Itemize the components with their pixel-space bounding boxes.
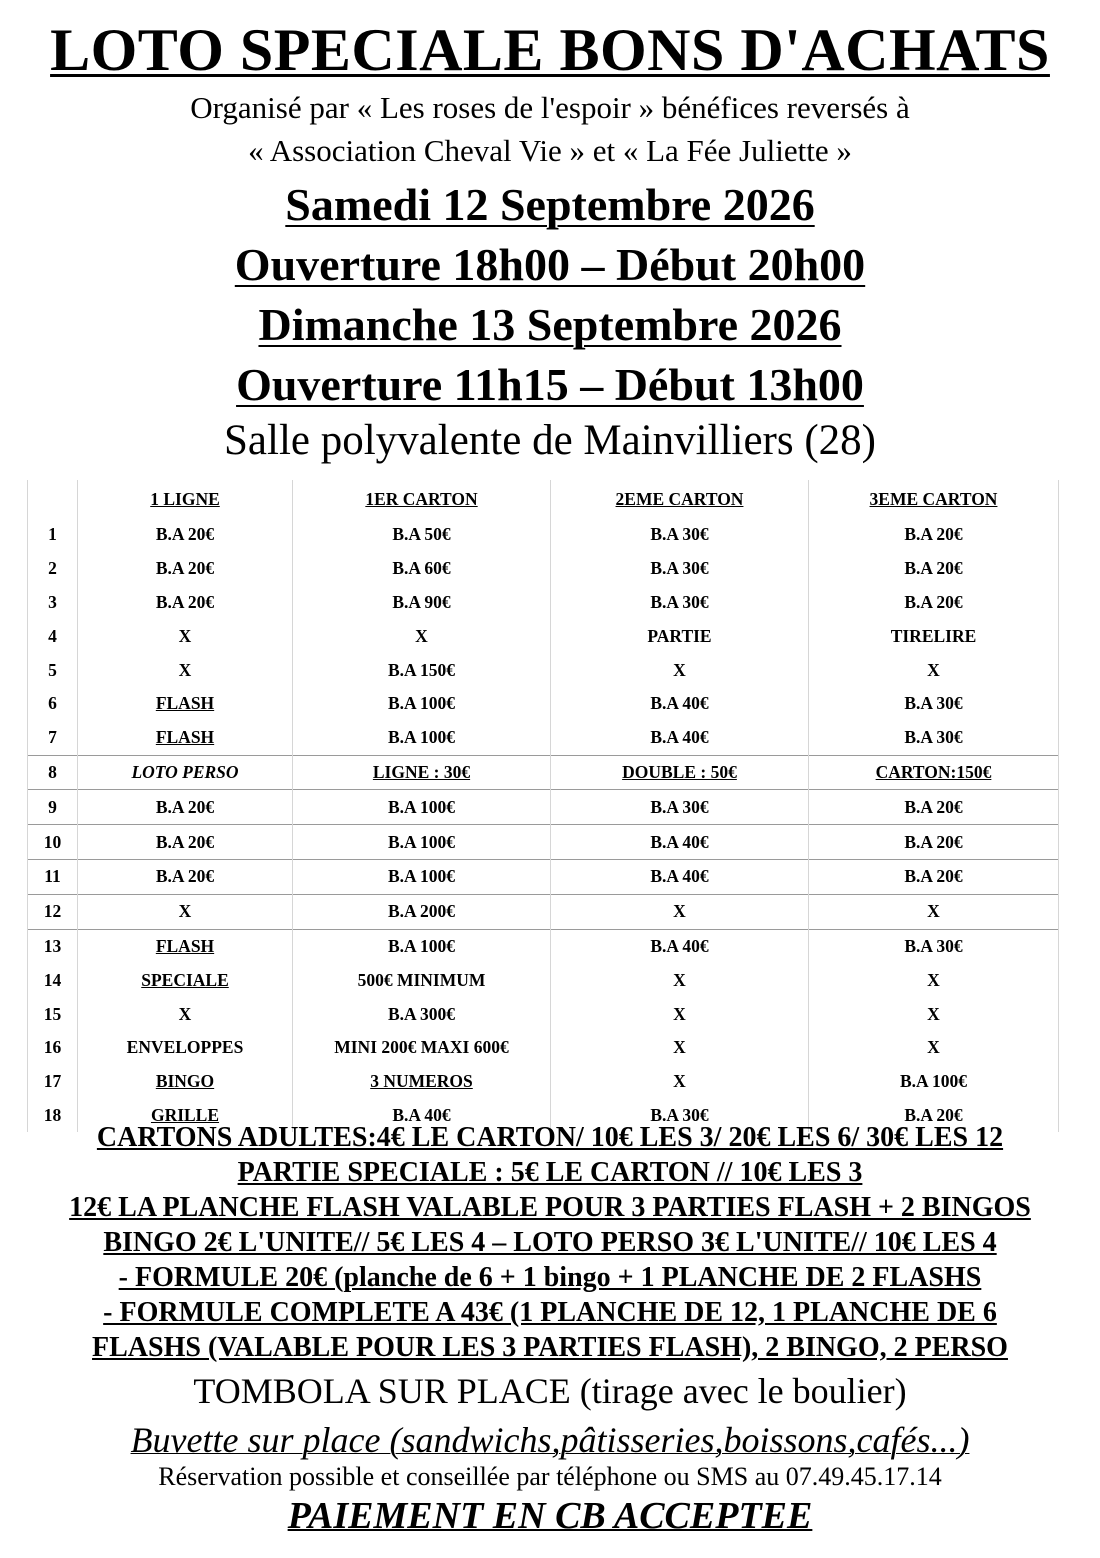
- table-cell: B.A 100€: [293, 687, 551, 721]
- table-cell: B.A 20€: [78, 518, 293, 552]
- table-cell: B.A 20€: [809, 790, 1059, 825]
- table-cell: B.A 40€: [551, 825, 809, 860]
- row-number: 10: [28, 825, 78, 860]
- table-cell: B.A 50€: [293, 518, 551, 552]
- table-cell: B.A 100€: [293, 929, 551, 963]
- pricing-line-7: FLASHS (VALABLE POUR LES 3 PARTIES FLASH), 2 BINGO, 2 PERSO: [92, 1332, 1008, 1363]
- row-number: 16: [28, 1031, 78, 1065]
- row-number: 9: [28, 790, 78, 825]
- table-row: [28, 721, 1059, 755]
- table-cell: B.A 40€: [551, 687, 809, 721]
- table-cell: B.A 30€: [809, 721, 1059, 755]
- table-cell: FLASH: [78, 721, 293, 755]
- table-cell: B.A 20€: [809, 1099, 1059, 1133]
- prize-table: [27, 480, 1059, 1132]
- table-cell: SPECIALE: [78, 963, 293, 997]
- table-cell: X: [809, 653, 1059, 687]
- pricing-line-1: CARTONS ADULTES:4€ LE CARTON/ 10€ LES 3/ 20€ LES 6/ 30€ LES 12: [96, 1122, 1004, 1153]
- table-cell: FLASH: [78, 687, 293, 721]
- table-cell: X: [809, 997, 1059, 1031]
- table-header-row: [28, 480, 1059, 518]
- table-cell: X: [551, 653, 809, 687]
- table-cell: 3 NUMEROS: [293, 1065, 551, 1099]
- table-cell: X: [809, 894, 1059, 929]
- table-cell: B.A 20€: [809, 552, 1059, 586]
- table-cell: B.A 30€: [551, 790, 809, 825]
- table-cell: B.A 150€: [293, 653, 551, 687]
- table-cell: B.A 20€: [809, 825, 1059, 860]
- venue: Salle polyvalente de Mainvilliers (28): [224, 417, 876, 464]
- table-cell: MINI 200€ MAXI 600€: [293, 1031, 551, 1065]
- table-cell: CARTON:150€: [809, 755, 1059, 790]
- row-number: 6: [28, 687, 78, 721]
- table-cell: ENVELOPPES: [78, 1031, 293, 1065]
- saturday-date: Samedi 12 Septembre 2026: [285, 179, 815, 230]
- header-2eme-carton: 2EME CARTON: [551, 480, 809, 518]
- table-cell: B.A 20€: [78, 586, 293, 620]
- table-cell: FLASH: [78, 929, 293, 963]
- table-cell: BINGO: [78, 1065, 293, 1099]
- table-cell: DOUBLE : 50€: [551, 755, 809, 790]
- table-cell: PARTIE: [551, 619, 809, 653]
- table-row: [28, 552, 1059, 586]
- table-cell: X: [78, 894, 293, 929]
- row-number: 8: [28, 755, 78, 790]
- table-row: [28, 653, 1059, 687]
- table-cell: B.A 40€: [551, 929, 809, 963]
- table-row: [28, 619, 1059, 653]
- table-cell: X: [551, 997, 809, 1031]
- table-row: [28, 825, 1059, 860]
- reservation-notice: Réservation possible et conseillée par téléphone ou SMS au 07.49.45.17.14: [158, 1462, 942, 1491]
- table-cell: B.A 100€: [293, 721, 551, 755]
- table-cell: B.A 20€: [78, 790, 293, 825]
- row-number: 1: [28, 518, 78, 552]
- pricing-line-5: - FORMULE 20€ (planche de 6 + 1 bingo + 1 PLANCHE DE 2 FLASHS: [118, 1262, 982, 1293]
- table-row: [28, 586, 1059, 620]
- header-3eme-carton: 3EME CARTON: [809, 480, 1059, 518]
- organizer-line-1: Organisé par « Les roses de l'espoir » bénéfices reversés à: [190, 90, 910, 125]
- table-row: [28, 518, 1059, 552]
- table-cell: B.A 40€: [551, 859, 809, 894]
- row-number: 14: [28, 963, 78, 997]
- table-row: [28, 1065, 1059, 1099]
- saturday-hours: Ouverture 18h00 – Début 20h00: [234, 239, 866, 290]
- table-cell: X: [809, 963, 1059, 997]
- table-cell: X: [78, 653, 293, 687]
- table-cell: B.A 100€: [809, 1065, 1059, 1099]
- table-row: [28, 859, 1059, 894]
- table-row: [28, 894, 1059, 929]
- table-cell: B.A 100€: [293, 790, 551, 825]
- table-cell: B.A 20€: [78, 552, 293, 586]
- table-cell: LOTO PERSO: [78, 755, 293, 790]
- table-body: [28, 518, 1059, 1132]
- row-number: 18: [28, 1099, 78, 1133]
- row-number: 11: [28, 859, 78, 894]
- table-cell: B.A 30€: [551, 552, 809, 586]
- table-cell: B.A 20€: [809, 586, 1059, 620]
- table-cell: X: [293, 619, 551, 653]
- table-cell: B.A 200€: [293, 894, 551, 929]
- header-number: [28, 480, 78, 518]
- table-cell: B.A 20€: [78, 825, 293, 860]
- table-cell: B.A 30€: [809, 687, 1059, 721]
- row-number: 12: [28, 894, 78, 929]
- poster-title: LOTO SPECIALE BONS D'ACHATS: [50, 17, 1050, 83]
- table-cell: B.A 40€: [551, 721, 809, 755]
- row-number: 17: [28, 1065, 78, 1099]
- table-cell: B.A 30€: [551, 586, 809, 620]
- tombola-notice: TOMBOLA SUR PLACE (tirage avec le boulier): [193, 1371, 907, 1411]
- table-cell: B.A 100€: [293, 825, 551, 860]
- row-number: 13: [28, 929, 78, 963]
- table-cell: X: [78, 997, 293, 1031]
- table-row: [28, 963, 1059, 997]
- table-cell: B.A 30€: [551, 518, 809, 552]
- table-cell: X: [551, 894, 809, 929]
- row-number: 7: [28, 721, 78, 755]
- sunday-hours: Ouverture 11h15 – Début 13h00: [236, 359, 864, 410]
- payment-notice: PAIEMENT EN CB ACCEPTEE: [287, 1495, 813, 1537]
- table-cell: LIGNE : 30€: [293, 755, 551, 790]
- row-number: 3: [28, 586, 78, 620]
- sunday-date: Dimanche 13 Septembre 2026: [258, 299, 842, 350]
- pricing-line-6: - FORMULE COMPLETE A 43€ (1 PLANCHE DE 12, 1 PLANCHE DE 6: [103, 1297, 997, 1328]
- table-cell: B.A 20€: [809, 518, 1059, 552]
- table-row: [28, 929, 1059, 963]
- table-row: [28, 790, 1059, 825]
- organizer-line-2: « Association Cheval Vie » et « La Fée Juliette »: [248, 133, 852, 168]
- pricing-line-4: BINGO 2€ L'UNITE// 5€ LES 4 – LOTO PERSO 3€ L'UNITE// 10€ LES 4: [103, 1227, 997, 1258]
- table-cell: B.A 20€: [78, 859, 293, 894]
- row-number: 4: [28, 619, 78, 653]
- table-cell: X: [551, 1031, 809, 1065]
- table-cell: B.A 60€: [293, 552, 551, 586]
- table-cell: 500€ MINIMUM: [293, 963, 551, 997]
- table-row: [28, 687, 1059, 721]
- table-cell: B.A 20€: [809, 859, 1059, 894]
- row-number: 2: [28, 552, 78, 586]
- row-number: 15: [28, 997, 78, 1031]
- row-number: 5: [28, 653, 78, 687]
- table-row: [28, 755, 1059, 790]
- pricing-line-3: 12€ LA PLANCHE FLASH VALABLE POUR 3 PARTIES FLASH + 2 BINGOS: [69, 1192, 1031, 1223]
- pricing-line-2: PARTIE SPECIALE : 5€ LE CARTON // 10€ LES 3: [237, 1157, 863, 1188]
- table-cell: X: [809, 1031, 1059, 1065]
- table-cell: B.A 100€: [293, 859, 551, 894]
- table-row: [28, 997, 1059, 1031]
- table-cell: X: [551, 963, 809, 997]
- table-row: [28, 1031, 1059, 1065]
- buvette-notice: Buvette sur place (sandwichs,pâtisseries,boissons,cafés...): [130, 1420, 970, 1460]
- table-cell: GRILLE: [78, 1099, 293, 1133]
- table-cell: TIRELIRE: [809, 619, 1059, 653]
- table-cell: B.A 30€: [551, 1099, 809, 1133]
- table-cell: X: [551, 1065, 809, 1099]
- header-1er-carton: 1ER CARTON: [293, 480, 551, 518]
- table-cell: B.A 300€: [293, 997, 551, 1031]
- table-cell: B.A 90€: [293, 586, 551, 620]
- header-1-ligne: 1 LIGNE: [78, 480, 293, 518]
- table-cell: B.A 30€: [809, 929, 1059, 963]
- table-cell: X: [78, 619, 293, 653]
- table-cell: B.A 40€: [293, 1099, 551, 1133]
